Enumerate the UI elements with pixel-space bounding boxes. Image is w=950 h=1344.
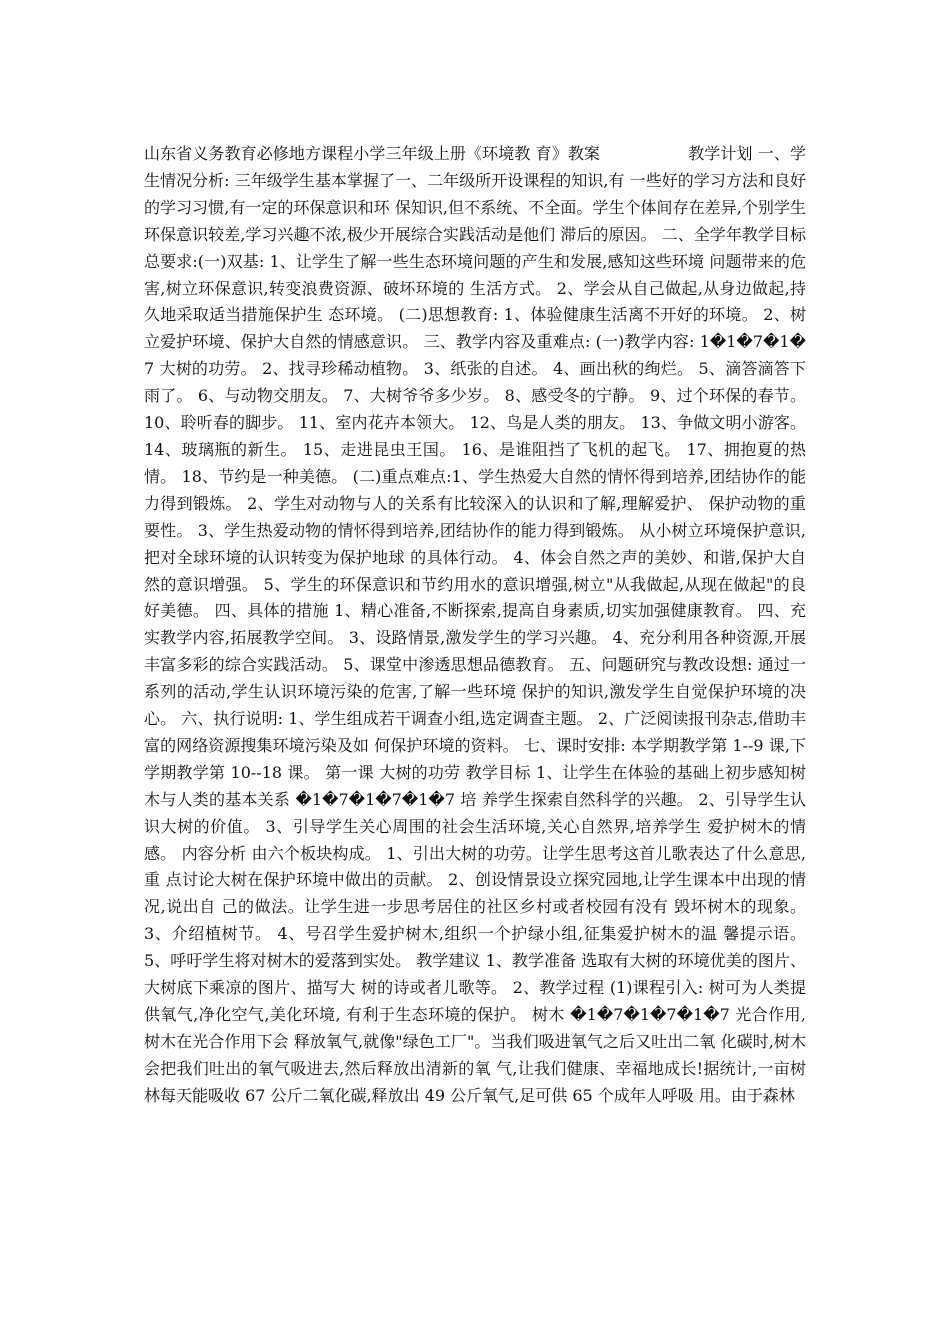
document-body-text: 山东省义务教育必修地方课程小学三年级上册《环境教 育》教案 教学计划 一、学生情况分析: 三年级学生基本掌握了一、二年级所开设课程的知识,有 一些好的学习方法和良好的学习习惯,有一定的环保意识和环 保知识,但不系统、不全面。学生个体间存在差异,个别学生 环保意识较差,学习兴趣不浓,极少开展综合实践活动是他们 滞后的原因。 二、全学年教学目标总要求:(一)双基: 1、让学生了解一些生态环境问题的产生和发展,感知这些环境 问题带来的危害,树立环保意识,转变浪费资源、破坏环境的 生活方式。 2、学会从自己做起,从身边做起,持久地采取适当措施保护生 态环境。 (二)思想教育: 1、体验健康生活离不开好的环境。 2、树立爱护环境、保护大自然的情感意识。 三、教学内容及重难点: (一)教学内容: 1�1�7�1�7 大树的功劳。 2、找寻珍稀动植物。 3、纸张的自述。 4、画出秋的绚烂。 5、滴答滴答下雨了。 6、与动物交朋友。 7、大树爷爷多少岁。 8、感受冬的宁静。 9、过个环保的春节。 10、聆听春的脚步。 11、室内花卉本领大。 12、鸟是人类的朋友。 13、争做文明小游客。 14、玻璃瓶的新生。 15、走进昆虫王国。 16、是谁阻挡了飞机的起飞。 17、拥抱夏的热情。 18、节约是一种美德。 (二)重点难点:1、学生热爱大自然的情怀得到培养,团结协作的能力得到锻炼。 2、学生对动物与人的关系有比较深入的认识和了解,理解爱护、 保护动物的重要性。 3、学生热爱动物的情怀得到培养,团结协作的能力得到锻炼。 从小树立环境保护意识,把对全球环境的认识转变为保护地球 的具体行动。 4、体会自然之声的美妙、和谐,保护大自然的意识增强。 5、学生的环保意识和节约用水的意识增强,树立"从我做起,从现在做起"的良好美德。 四、具体的措施 1、精心准备,不断探索,提高自身素质,切实加强健康教育。 四、充实教学内容,拓展教学空间。 3、设路情景,激发学生的学习兴趣。 4、充分利用各种资源,开展丰富多彩的综合实践活动。 5、课堂中渗透思想品德教育。 五、问题研究与教改设想: 通过一系列的活动,学生认识环境污染的危害,了解一些环境 保护的知识,激发学生自觉保护环境的决心。 六、执行说明: 1、学生组成若干调查小组,选定调查主题。 2、广泛阅读报刊杂志,借助丰富的网络资源搜集环境污染及如 何保护环境的资料。 七、课时安排: 本学期教学第 1--9 课,下学期教学第 10--18 课。 第一课 大树的功劳 教学目标 1、让学生在体验的基础上初步感知树木与人类的基本关系 �1�7�1�7�1�7 培 养学生探索自然科学的兴趣。 2、引导学生认识大树的价值。 3、引导学生关心周围的社会生活环境,关心自然界,培养学生 爱护树木的情感。 内容分析 由六个板块构成。 1、引出大树的功劳。让学生思考这首儿歌表达了什么意思,重 点讨论大树在保护环境中做出的贡献。 2、创设情景设立探究园地,让学生课本中出现的情况,说出自 己的做法。让学生进一步思考居住的社区乡村或者校园有没有 毁坏树木的现象。 3、介绍植树节。 4、号召学生爱护树木,组织一个护绿小组,征集爱护树木的温 馨提示语。 5、呼吁学生将对树木的爱落到实处。 教学建议 1、教学准备 选取有大树的环境优美的图片、大树底下乘凉的图片、描写大 树的诗或者儿歌等。 2、教学过程 (1)课程引入: 树可为人类提供氧气,净化空气,美化环境, 有利于生态环境的保护。 树木 �1�7�1�7�1�7 光合作用,树木在光合作用下会 释放氧气,就像"绿色工厂"。当我们吸进氧气之后又吐出二氧 化碳时,树木会把我们吐出的氧气吸进去,然后释放出清新的氧 气,让我们健康、幸福地成长!据统计,一亩树林每天能吸收 67 公斤二氧化碳,释放出 49 公斤氧气,足可供 65 个成年人呼吸 用。由于森林 [144,144,812,1105]
